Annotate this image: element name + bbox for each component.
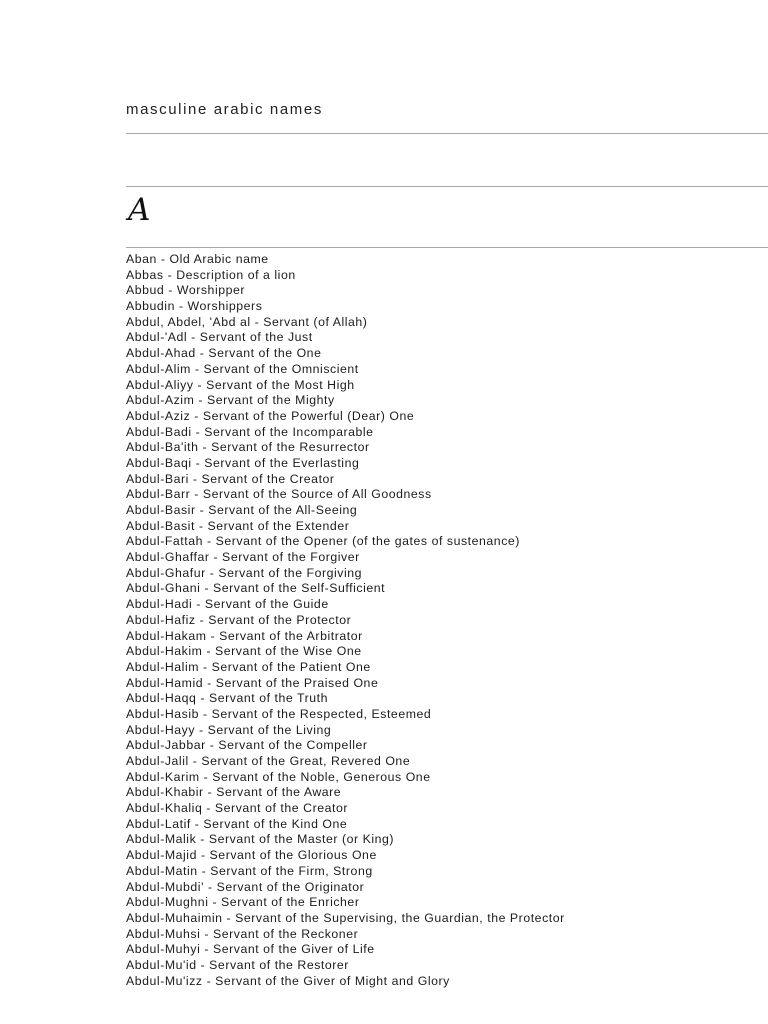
name-entry: Abdul-Baqi - Servant of the Everlasting <box>126 455 360 470</box>
name-entry: Abdul-Hakam - Servant of the Arbitrator <box>126 628 363 643</box>
name-entry: Abdul-Badi - Servant of the Incomparable <box>126 424 374 439</box>
name-entry: Abdul-Ghani - Servant of the Self-Sufficient <box>126 581 386 596</box>
name-entry: Abdul-Halim - Servant of the Patient One <box>126 659 371 674</box>
name-entry: Abdul-Ahad - Servant of the One <box>126 346 322 361</box>
document-title: masculine arabic names <box>126 101 323 118</box>
name-entry: Abdul, Abdel, 'Abd al - Servant (of Allah) <box>126 314 368 329</box>
name-entry: Abdul-Mubdi' - Servant of the Originator <box>126 879 365 894</box>
name-entry: Abdul-Aliyy - Servant of the Most High <box>126 377 355 392</box>
name-entry: Abdul-Khaliq - Servant of the Creator <box>126 801 348 816</box>
name-entry: Abdul-Malik - Servant of the Master (or King) <box>126 832 395 847</box>
name-entry: Abdul-Hadi - Servant of the Guide <box>126 597 329 612</box>
name-entry: Abdul-Hayy - Servant of the Living <box>126 722 332 737</box>
name-entry: Abdul-Hamid - Servant of the Praised One <box>126 675 379 690</box>
name-entry: Abdul-Barr - Servant of the Source of All Goodness <box>126 487 432 502</box>
name-entry: Abdul-Hasib - Servant of the Respected, Esteemed <box>126 706 432 721</box>
name-entry: Abbudin - Worshippers <box>126 299 263 314</box>
name-entry: Abdul-Muhsi - Servant of the Reckoner <box>126 926 359 941</box>
name-entry: Abdul-Basir - Servant of the All-Seeing <box>126 503 358 517</box>
name-entry: Abdul-Majid - Servant of the Glorious One <box>126 848 377 863</box>
title-divider <box>126 133 768 134</box>
name-entry: Abdul-Ba'ith - Servant of the Resurrector <box>126 440 370 455</box>
name-entry: Abdul-'Adl - Servant of the Just <box>126 330 313 345</box>
name-entry: Abdul-Ghafur - Servant of the Forgiving <box>126 565 363 580</box>
name-entry: Abdul-Muhaimin - Servant of the Supervising, the Guardian, the Protector <box>126 910 565 925</box>
names-list <box>126 252 565 989</box>
section-top-divider <box>126 186 768 187</box>
name-entry: Abdul-Khabir - Servant of the Aware <box>126 785 342 800</box>
name-entry: Abbud - Worshipper <box>126 283 246 298</box>
name-entry: Abdul-Matin - Servant of the Firm, Strong <box>126 863 373 878</box>
name-entry: Abdul-Basit - Servant of the Extender <box>126 518 350 533</box>
name-entry: Abdul-Karim - Servant of the Noble, Generous One <box>126 769 431 784</box>
name-entry: Abdul-Mughni - Servant of the Enricher <box>126 895 360 910</box>
name-entry: Abdul-Mu'izz - Servant of the Giver of Might and Glory <box>126 973 450 988</box>
name-entry: Abdul-Alim - Servant of the Omniscient <box>126 361 359 376</box>
name-entry: Abdul-Azim - Servant of the Mighty <box>126 393 335 408</box>
name-entry: Abdul-Hafiz - Servant of the Protector <box>126 612 352 627</box>
name-entry: Abdul-Aziz - Servant of the Powerful (Dear) One <box>126 408 415 423</box>
name-entry: Abdul-Jalil - Servant of the Great, Revered One <box>126 754 411 768</box>
name-entry: Aban - Old Arabic name <box>126 252 269 266</box>
name-entry: Abdul-Jabbar - Servant of the Compeller <box>126 738 368 753</box>
name-entry: Abdul-Haqq - Servant of the Truth <box>126 691 329 706</box>
name-entry: Abdul-Fattah - Servant of the Opener (of the gates of sustenance) <box>126 534 520 549</box>
name-entry: Abdul-Ghaffar - Servant of the Forgiver <box>126 550 360 565</box>
name-entry: Abdul-Mu'id - Servant of the Restorer <box>126 957 349 972</box>
name-entry: Abdul-Bari - Servant of the Creator <box>126 471 335 486</box>
section-bottom-divider <box>126 247 768 248</box>
section-letter-heading: A <box>128 192 151 228</box>
name-entry: Abdul-Latif - Servant of the Kind One <box>126 816 348 831</box>
name-entry: Abbas - Description of a lion <box>126 267 296 282</box>
name-entry: Abdul-Hakim - Servant of the Wise One <box>126 644 362 659</box>
name-entry: Abdul-Muhyi - Servant of the Giver of Life <box>126 942 375 957</box>
